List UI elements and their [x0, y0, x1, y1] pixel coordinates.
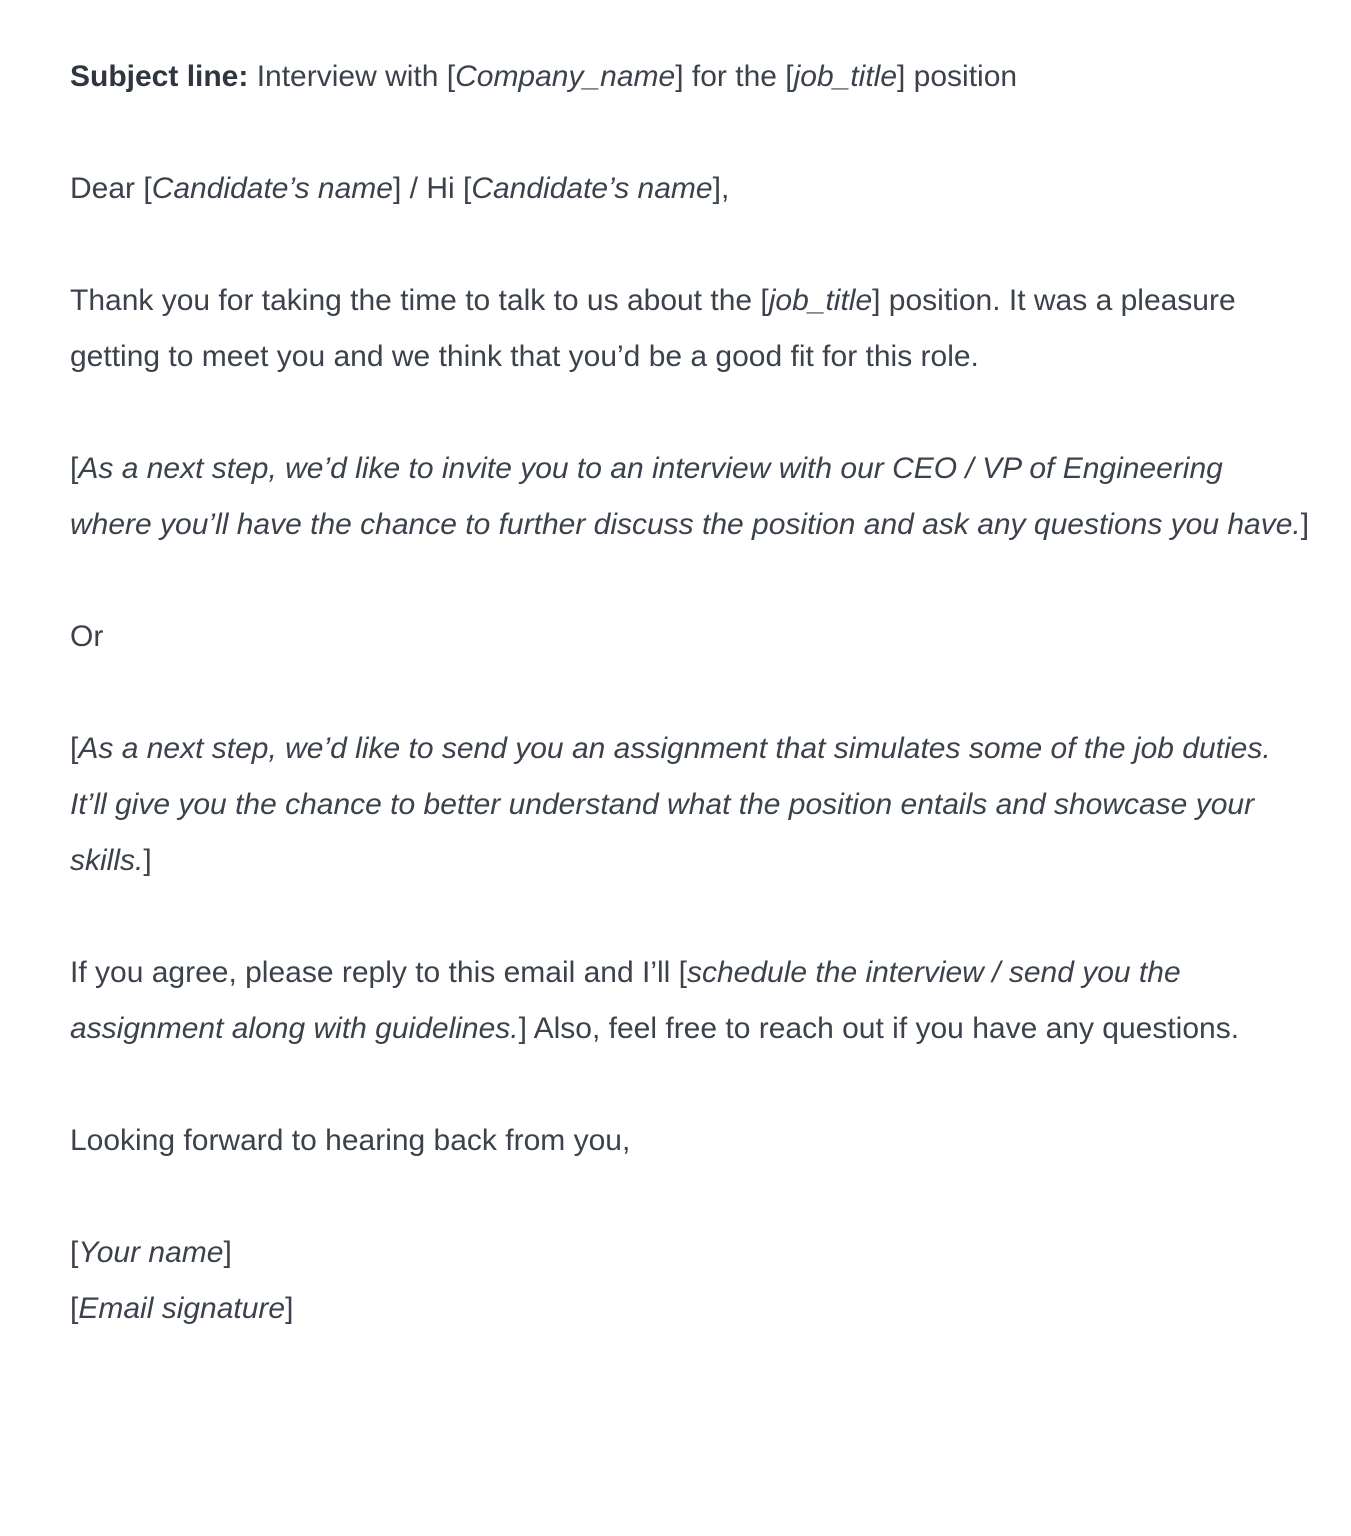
- subject-line: [70, 0, 1310, 105]
- closing-line: Looking forward to hearing back from you,: [70, 1124, 631, 1157]
- assignment-option-text: As a next step, we’d like to send you an assignment that simulates some of the job duties. It’ll give you the chance to better understand what the position entails and showcase your skills.: [70, 732, 1271, 877]
- greeting-text-part: Dear [: [70, 172, 152, 205]
- or-separator: Or: [70, 620, 104, 653]
- your-name-line: [70, 1225, 1310, 1281]
- subject-label: Subject line:: [70, 60, 249, 93]
- bracket-close: ]: [285, 1292, 294, 1325]
- greeting-line: [70, 161, 1310, 217]
- assignment-option-paragraph: [70, 721, 1310, 889]
- bracket-close: ]: [1300, 508, 1310, 541]
- thanks-paragraph: [70, 273, 1310, 385]
- email-template-document: [70, 0, 1310, 1337]
- interview-option-paragraph: [70, 441, 1310, 553]
- greeting-text-part: ],: [712, 172, 730, 205]
- subject-text-part: ] position: [897, 60, 1018, 93]
- bracket-close: ]: [143, 844, 152, 877]
- reply-text-part: If you agree, please reply to this email and I’ll [: [70, 956, 687, 989]
- bracket-open: [: [70, 452, 79, 485]
- job-title-placeholder: job_title: [768, 284, 873, 317]
- next-step-placeholder: schedule the interview / send you the assignment along with guidelines.: [70, 956, 1181, 1045]
- bracket-close: ]: [223, 1236, 232, 1269]
- reply-text-part: ] Also, feel free to reach out if you have any questions.: [518, 1012, 1240, 1045]
- thanks-text-part: ] position. It was a pleasure getting to meet you and we think that you’d be a good fit for this role.: [70, 284, 1236, 373]
- candidate-name-placeholder: Candidate’s name: [471, 172, 713, 205]
- bracket-open: [: [70, 1292, 79, 1325]
- job-title-placeholder: job_title: [793, 60, 898, 93]
- thanks-text-part: Thank you for taking the time to talk to us about the [: [70, 284, 769, 317]
- greeting-text-part: ] / Hi [: [392, 172, 472, 205]
- email-signature-line: [70, 1281, 1310, 1337]
- subject-text-part: Interview with [: [248, 60, 456, 93]
- reply-paragraph: [70, 945, 1310, 1057]
- candidate-name-placeholder: Candidate’s name: [151, 172, 393, 205]
- bracket-open: [: [70, 1236, 79, 1269]
- signature-block: [70, 1225, 1310, 1337]
- company-name-placeholder: Company_name: [455, 60, 676, 93]
- email-signature-placeholder: Email signature: [78, 1292, 286, 1325]
- your-name-placeholder: Your name: [78, 1236, 224, 1269]
- interview-option-text: As a next step, we’d like to invite you to an interview with our CEO / VP of Engineering where you’ll have the chance to further discuss the position and ask any questions you have.: [70, 452, 1301, 541]
- bracket-open: [: [70, 732, 79, 765]
- subject-text-part: ] for the [: [675, 60, 794, 93]
